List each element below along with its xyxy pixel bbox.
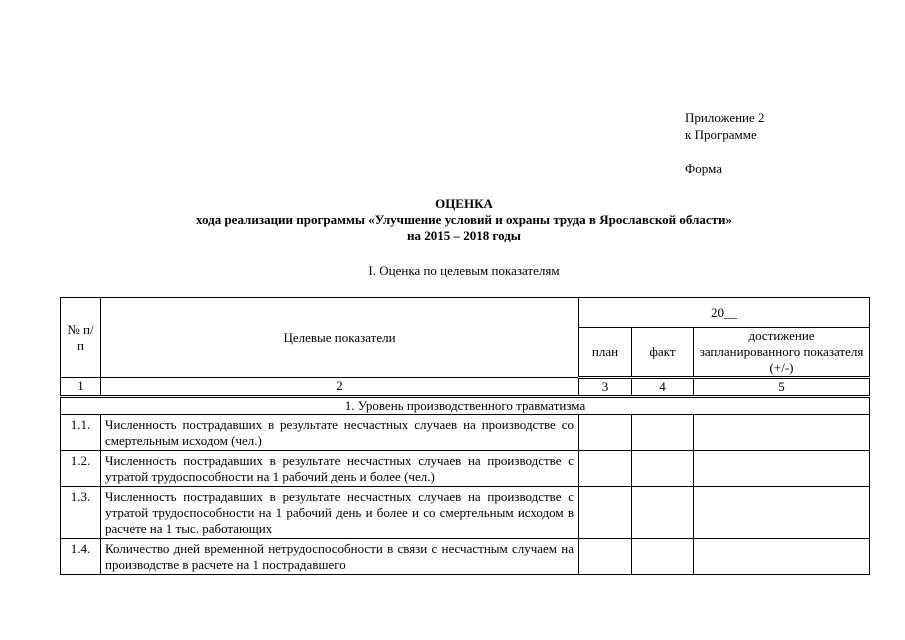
- table-row: [61, 451, 870, 487]
- row-number: 1.2.: [61, 451, 101, 487]
- row-indicator: Численность пострадавших в результате несчастных случаев на производстве с утратой трудоспособности на 1 рабочий день и более и со смертельным исходом в расчете на 1 тыс. работающих: [101, 487, 579, 539]
- plan-cell[interactable]: [579, 415, 632, 451]
- appendix-note: [685, 109, 765, 177]
- row-number: 1.3.: [61, 487, 101, 539]
- achievement-cell[interactable]: [694, 415, 870, 451]
- column-number: 1: [61, 378, 101, 397]
- achievement-cell[interactable]: [694, 451, 870, 487]
- column-number: 2: [101, 378, 579, 397]
- form-label: Форма: [685, 161, 722, 176]
- header-achievement: достижение запланированного показателя (+/-): [694, 328, 870, 378]
- row-number: 1.4.: [61, 539, 101, 575]
- header-fact: факт: [632, 328, 694, 378]
- indicators-table: [60, 297, 870, 575]
- fact-cell[interactable]: [632, 539, 694, 575]
- achievement-cell[interactable]: [694, 487, 870, 539]
- column-number: 3: [579, 378, 632, 397]
- fact-cell[interactable]: [632, 487, 694, 539]
- appendix-line-2: к Программе: [685, 127, 757, 142]
- header-indicators: Целевые показатели: [101, 298, 579, 378]
- row-number: 1.1.: [61, 415, 101, 451]
- plan-cell[interactable]: [579, 539, 632, 575]
- column-number: 4: [632, 378, 694, 397]
- table-row: [61, 539, 870, 575]
- row-indicator: Численность пострадавших в результате несчастных случаев на производстве с утратой трудоспособности на 1 рабочий день и более (чел.): [101, 451, 579, 487]
- document-title: [60, 196, 868, 244]
- appendix-line-1: Приложение 2: [685, 110, 765, 125]
- header-num: № п/п: [61, 298, 101, 378]
- achievement-cell[interactable]: [694, 539, 870, 575]
- column-number: 5: [694, 378, 870, 397]
- header-year: 20__: [579, 298, 870, 328]
- section-heading: I. Оценка по целевым показателям: [368, 263, 560, 278]
- title-line-2: хода реализации программы «Улучшение условий и охраны труда в Ярославской области»: [195, 212, 733, 227]
- row-indicator: Численность пострадавших в результате несчастных случаев на производстве со смертельным исходом (чел.): [101, 415, 579, 451]
- group-title: 1. Уровень производственного травматизма: [61, 397, 870, 415]
- plan-cell[interactable]: [579, 451, 632, 487]
- title-line-3: на 2015 – 2018 годы: [407, 228, 521, 243]
- fact-cell[interactable]: [632, 451, 694, 487]
- table-row: [61, 415, 870, 451]
- fact-cell[interactable]: [632, 415, 694, 451]
- row-indicator: Количество дней временной нетрудоспособности в связи с несчастным случаем на производстве в расчете на 1 пострадавшего: [101, 539, 579, 575]
- table-row: [61, 487, 870, 539]
- header-plan: план: [579, 328, 632, 378]
- plan-cell[interactable]: [579, 487, 632, 539]
- title-line-1: ОЦЕНКА: [435, 196, 493, 211]
